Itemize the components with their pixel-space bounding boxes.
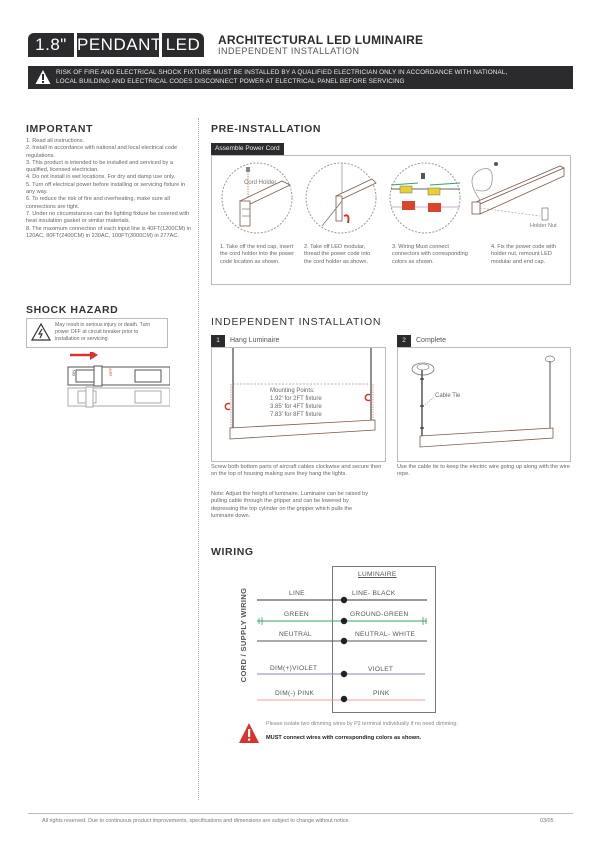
connection-dot (341, 618, 347, 624)
document-title: ARCHITECTURAL LED LUMINAIRE (218, 33, 424, 47)
wire-left-green: GREEN (284, 611, 309, 618)
thread-cord-illustration (304, 161, 379, 236)
complete-caption: Use the cable tie to keep the electric wire going up along with the wire repe. (397, 464, 570, 478)
important-item: 4. Do not install in wet locations. For dry and damp use only. (26, 174, 176, 181)
wire-right-pink: PINK (373, 690, 390, 697)
connection-dot (341, 671, 347, 677)
warning-banner (28, 66, 573, 89)
wire-left-line: LINE (289, 590, 305, 597)
hang-luminaire-panel (211, 347, 386, 462)
breaker-switch-illustration (60, 352, 170, 408)
holder-nut-label: Holder Nut (530, 223, 557, 229)
important-item: 5. Turn off electrical power before installing or servicing fixture in any way. (26, 181, 186, 196)
wire-right-ground: GROUND-GREEN (350, 611, 409, 618)
step-2-number: 2 (397, 335, 411, 347)
cable-tie-label: Cable Tie (435, 393, 461, 399)
document-subtitle: INDEPENDENT INSTALLATION (218, 46, 360, 56)
important-list (26, 138, 191, 240)
height-adjust-note: Note: Adjust the height of luminaire. Luminaire can be raised by pulling cable through the gripper and can be lowered by depressing the top cylinder on the gripper which pulls the luminaire down. (211, 491, 369, 519)
connection-dot (341, 597, 347, 603)
svg-text:ON: ON (71, 370, 76, 376)
warning-line-2: LOCAL BUILDING AND ELECTRICAL CODES DISCONNECT POWER AT ELECTRICAL PANEL BEFORE SERVICING (56, 77, 405, 85)
warning-triangle-icon (238, 722, 260, 744)
important-item: 3. This product is intended to be installed and serviced by a qualified, licensed electrician. (26, 159, 173, 174)
step-1-label: Hang Luminaire (230, 337, 280, 344)
led-badge: LED (162, 33, 204, 57)
shock-hazard-text: May result in serious injury or death. Turn power OFF at circuit breaker prior to installation or servicing. (55, 322, 151, 342)
wire-left-dim-plus: DIM(+)VIOLET (270, 665, 318, 672)
important-item: 2. Install in accordance with national and local electrical code regulations. (26, 145, 178, 159)
important-item: 7. Under no circumstances can the lighting fixture be covered with heat insulation gasket or similar materials. (26, 210, 190, 225)
connection-dot (341, 696, 347, 702)
connection-dot (341, 638, 347, 644)
pre-installation-heading: PRE-INSTALLATION (211, 123, 322, 135)
mounting-point-4ft: 3.85' for 4FT fixture (270, 404, 322, 410)
pre-step-2-caption: 2. Take off LED modular, thread the power code into the cord holder as shown. (304, 244, 371, 265)
step-1-number: 1 (211, 335, 225, 347)
wiring-heading: WIRING (211, 546, 254, 558)
wire-right-neutral: NEUTRAL- WHITE (355, 631, 416, 638)
assemble-power-cord-tab: Assemble Power Cord (211, 143, 284, 155)
warning-triangle-icon (35, 69, 51, 85)
cord-supply-wiring-label: CORD / SUPPLY WIRING (239, 587, 248, 683)
page-number: 03/05 (540, 818, 554, 824)
important-heading: IMPORTANT (26, 123, 94, 135)
hang-luminaire-caption: Screw both bottom parts of aircraft cables clockwise and secure then on the top of housing making sure they hang the lights. (211, 464, 382, 478)
warning-line-1: RISK OF FIRE AND ELECTRICAL SHOCK FIXTURE MUST BE INSTALLED BY A QUALIFIED ELECTRICIAN ONLY IN ACCORDANCE WITH NATIONAL, (56, 69, 508, 76)
complete-installation-illustration (398, 348, 570, 461)
column-divider (198, 118, 199, 800)
mounting-point-8ft: 7.83' for 8FT fixture (270, 412, 322, 418)
complete-panel (397, 347, 571, 462)
pre-installation-panel (211, 155, 571, 285)
shock-hazard-box (26, 318, 168, 348)
important-item: 6. To reduce the risk of fire and overheating, make sure all connections are tight. (26, 196, 170, 210)
cord-holder-illustration (220, 161, 295, 236)
cord-holder-label: Cord Holder (244, 180, 277, 186)
footer-disclaimer: All rights reserved. Due to continuous product improvements, specifications and dimensions are subject to change without notice. (42, 818, 351, 824)
wire-left-dim-minus: DIM(-) PINK (275, 690, 315, 697)
pre-step-4-caption: 4. Fix the power code with holder nut, remount LED modular and end cap. (491, 244, 556, 265)
shock-hazard-heading: SHOCK HAZARD (26, 304, 119, 316)
wiring-diagram (255, 585, 440, 705)
footer-divider (28, 813, 573, 814)
svg-text:OFF: OFF (108, 368, 113, 376)
size-badge: 1.8" (28, 33, 74, 57)
important-item: 1. Read all instructions. (26, 138, 85, 144)
luminaire-label: LUMINAIRE (358, 571, 397, 578)
important-item: 8. The maximum connection of each input line is 40FT(1200CM) in 120AC, 80FT(2400CM) in 230AC, 100FT(3000CM) in 277AC. (26, 225, 191, 239)
dimming-note: Please isolate two dimming wires by P2 terminal individually if no need dimming; (266, 721, 458, 727)
independent-installation-heading: INDEPENDENT INSTALLATION (211, 316, 382, 328)
pre-step-3-caption: 3. Wiring Must connect connectors with corresponding colors as shown. (392, 244, 468, 265)
wire-right-line: LINE- BLACK (352, 590, 396, 597)
type-badge: PENDANT (77, 33, 159, 57)
step-2-label: Complete (416, 337, 446, 344)
mounting-points-title: Mounting Points: (270, 388, 315, 394)
electric-hazard-icon (31, 323, 51, 341)
must-connect-note: MUST connect wires with corresponding colors as shown. (266, 735, 422, 741)
pre-step-1-caption: 1. Take off the end cap, insert the cord holder into the power code location as shown. (220, 244, 295, 265)
wire-left-neutral: NEUTRAL (279, 631, 312, 638)
wire-right-violet: VIOLET (368, 666, 394, 673)
mounting-point-2ft: 1.92' for 2FT fixture (270, 396, 322, 402)
